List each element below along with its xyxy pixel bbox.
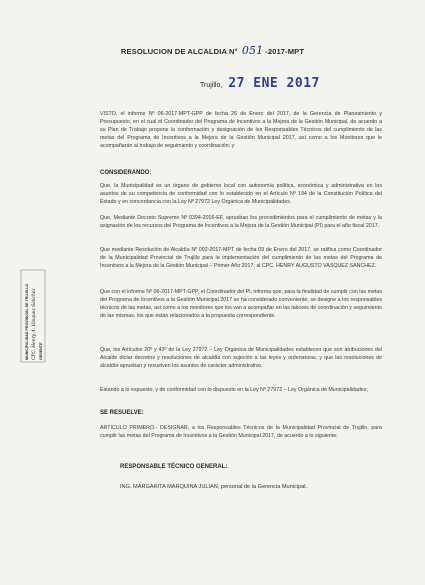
stamp-line-1: MUNICIPALIDAD PROVINCIAL DE TRUJILLO [25, 283, 29, 360]
place-date-line [200, 76, 320, 91]
se-resuelve-heading: SE RESUELVE: [100, 410, 144, 416]
considerando-paragraph-2: Que, Mediante Decreto Supremo Nº 0394-2016-EF, aprueban los procedimientos para el cumplimiento de metas y la asignación de los recursos del Programa de Incentivos a la Mejora de la Gestión Municipal (PI) para el año fiscal 2017. [100, 215, 382, 230]
stamp-line-3: GERENTE [39, 342, 43, 360]
stamp-line-2: CPC. Henry A. Vásquez Sánchez [32, 288, 37, 360]
considerando-paragraph-5: Que, los Artículos 20º y 43º de la Ley 27972 – Ley Orgánica de Municipalidades establecen que son atribuciones del Alcalde dictar decretos y resoluciones de alcaldía con sujeción a las leyes y ordenanzas, y que las resoluciones de alcaldía aprueban y resuelven los asuntos de carácter administrativo. [100, 347, 382, 370]
considerando-paragraph-3: Que mediante Resolución de Alcaldía Nº 002-2017-MPT de fecha 09 de Enero del 2017, se ratifica como Coordinador de la Municipalidad Provincial de Trujillo para la implementación del cumplimiento de las metas del Programa de Incentivos a la Mejora de la Gestión Municipal – Primer Año 2017, al CPC. HENRY AUGUSTO VASQUEZ SANCHEZ. [100, 247, 382, 270]
responsable-tecnico-name: ING. MARGARITA MARQUINA JULIAN, personal de la Gerencia Municipal. [120, 484, 308, 490]
articulo-primero: ARTICULO PRIMERO.- DESIGNAR, a los Responsables Técnicos de la Municipalidad Provincial de Trujillo, para cumplir las metas del Programa de Incentivos a la Gestión Municipal 2017, de acuerdo a lo siguiente: [100, 425, 382, 440]
visto-paragraph: VISTO, el informe Nº 06-2017-MPT-GPP de fecha 26 de Enero del 2017, de la Gerencia de Planeamiento y Presupuesto, en el cual el Coordinador del Programa de Incentivos a la Mejora de la Gestión Municipal, de acuerdo a su Plan de Trabajo propone la conformación y designación de los Responsables Técnicos del cumplimiento de las metas del Programa de Incentivos a la Mejora de la Gestión Municipal 2017, así como a los Monitores que le acompañarán al trabajo de seguimiento y coordinación; y [100, 111, 382, 150]
considerando-heading: CONSIDERANDO: [100, 170, 152, 176]
considerando-paragraph-4: Que con el informe Nº 06-2017-MPT-GPP, el Coordinador del PI, informa que, para la finalidad de cumplir con las metas del Programa de Incentivos a la Gestión Municipal 2017 se ha considerado conveniente, se designe a los responsables técnicos de las metas, así como a los monitores que los van a acompañar en las labores de coordinación y seguimiento de las mismas, los que están relacionados a la propuesta correspondiente. [100, 289, 382, 320]
stamp-svg [20, 268, 46, 364]
place: Trujillo, [200, 82, 223, 89]
title-suffix: -2017-MPT [265, 47, 305, 56]
document-title [0, 44, 425, 57]
date-stamp: 27 ENE 2017 [228, 76, 320, 91]
title-prefix: RESOLUCION DE ALCALDIA N° [120, 47, 238, 56]
considerando-paragraph-1: Que, la Municipalidad es un órgano de gobierno local con autonomía política, económica y administrativa en los asuntos de su competencia de conformidad con lo establecido en el Artículo Nº 194 de la Constitución Política del Estado y en concordancia con la Ley Nº 27972 Ley Orgánica de Municipalidades. [100, 183, 382, 206]
vertical-signature-stamp [20, 268, 46, 364]
handwritten-number: 051 [241, 44, 264, 57]
responsable-tecnico-heading: RESPONSABLE TÉCNICO GENERAL: [120, 464, 228, 470]
considerando-paragraph-6: Estando a lo expuesto, y de conformidad con lo dispuesto en la Ley Nº 27972 – Ley Orgánica de Municipalidades; [100, 387, 368, 393]
